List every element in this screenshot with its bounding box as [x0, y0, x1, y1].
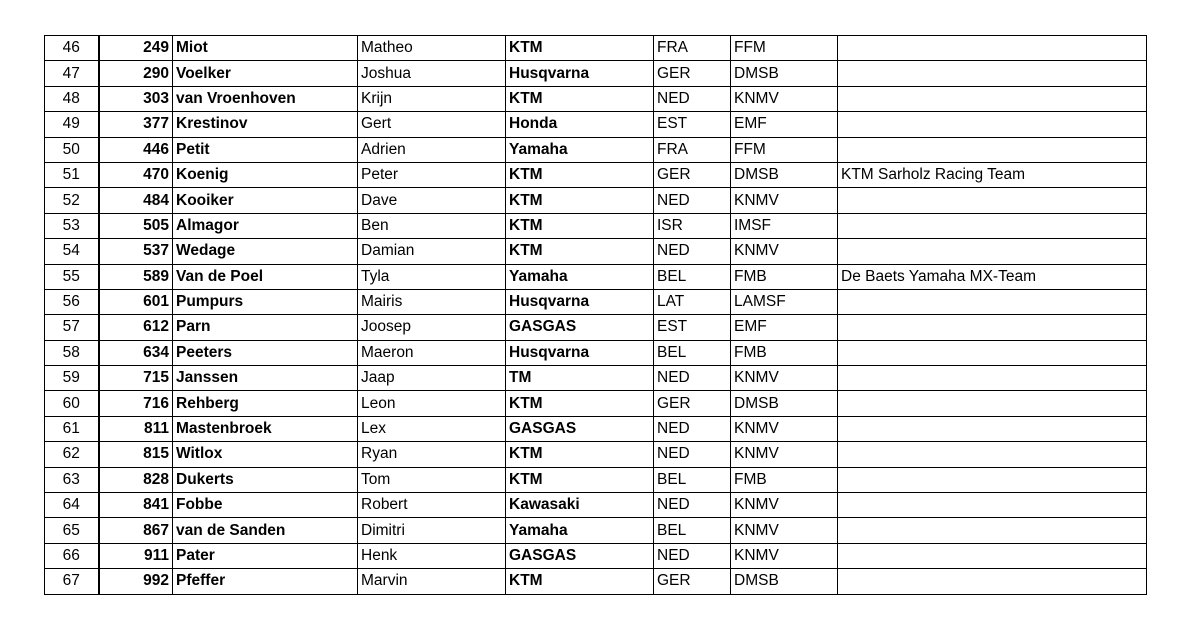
rider-last-name-cell[interactable]: Voelker [173, 61, 358, 86]
federation-cell[interactable]: FMB [731, 340, 838, 365]
table-row [45, 36, 1147, 61]
rider-list-table [44, 35, 1147, 595]
rider-first-name-cell[interactable]: Matheo [358, 36, 506, 61]
nationality-cell[interactable]: BEL [654, 340, 731, 365]
table-row [45, 543, 1147, 568]
bike-brand-cell[interactable]: TM [506, 366, 654, 391]
table-row [45, 162, 1147, 187]
team-name-cell[interactable] [838, 289, 1147, 314]
nationality-cell[interactable]: NED [654, 86, 731, 111]
table-row [45, 188, 1147, 213]
row-position-cell[interactable]: 67 [45, 569, 99, 594]
nationality-cell[interactable]: FRA [654, 36, 731, 61]
team-name-cell[interactable] [838, 239, 1147, 264]
rider-first-name-cell[interactable]: Maeron [358, 340, 506, 365]
table-row [45, 86, 1147, 111]
federation-cell[interactable]: KNMV [731, 188, 838, 213]
bike-brand-cell[interactable]: GASGAS [506, 416, 654, 441]
row-position-cell[interactable]: 66 [45, 543, 99, 568]
table-row [45, 112, 1147, 137]
bike-brand-cell[interactable]: KTM [506, 391, 654, 416]
federation-cell[interactable]: KNMV [731, 543, 838, 568]
row-position-cell[interactable]: 47 [45, 61, 99, 86]
row-position-cell[interactable]: 48 [45, 86, 99, 111]
rider-first-name-cell[interactable]: Peter [358, 162, 506, 187]
nationality-cell[interactable]: GER [654, 61, 731, 86]
bike-brand-cell[interactable]: Husqvarna [506, 289, 654, 314]
federation-cell[interactable]: KNMV [731, 442, 838, 467]
rider-first-name-cell[interactable]: Tyla [358, 264, 506, 289]
team-name-cell[interactable] [838, 493, 1147, 518]
team-name-cell[interactable] [838, 543, 1147, 568]
rider-last-name-cell[interactable]: Dukerts [173, 467, 358, 492]
federation-cell[interactable]: DMSB [731, 391, 838, 416]
rider-last-name-cell[interactable]: van de Sanden [173, 518, 358, 543]
row-position-cell[interactable]: 54 [45, 239, 99, 264]
rider-number-cell[interactable]: 505 [99, 213, 173, 238]
rider-first-name-cell[interactable]: Joosep [358, 315, 506, 340]
federation-cell[interactable]: EMF [731, 112, 838, 137]
table-row [45, 137, 1147, 162]
table-row [45, 569, 1147, 594]
federation-cell[interactable]: KNMV [731, 366, 838, 391]
team-name-cell[interactable] [838, 569, 1147, 594]
nationality-cell[interactable]: LAT [654, 289, 731, 314]
team-name-cell[interactable] [838, 315, 1147, 340]
team-name-cell[interactable] [838, 467, 1147, 492]
rider-first-name-cell[interactable]: Leon [358, 391, 506, 416]
team-name-cell[interactable] [838, 416, 1147, 441]
rider-first-name-cell[interactable]: Henk [358, 543, 506, 568]
rider-last-name-cell[interactable]: Krestinov [173, 112, 358, 137]
rider-last-name-cell[interactable]: Van de Poel [173, 264, 358, 289]
row-position-cell[interactable]: 58 [45, 340, 99, 365]
federation-cell[interactable]: IMSF [731, 213, 838, 238]
rider-first-name-cell[interactable]: Jaap [358, 366, 506, 391]
rider-number-cell[interactable]: 828 [99, 467, 173, 492]
table-row [45, 61, 1147, 86]
nationality-cell[interactable]: BEL [654, 264, 731, 289]
bike-brand-cell[interactable]: KTM [506, 188, 654, 213]
team-name-cell[interactable]: De Baets Yamaha MX-Team [838, 264, 1147, 289]
team-name-cell[interactable] [838, 442, 1147, 467]
row-position-cell[interactable]: 50 [45, 137, 99, 162]
nationality-cell[interactable]: NED [654, 442, 731, 467]
federation-cell[interactable]: KNMV [731, 86, 838, 111]
rider-number-cell[interactable]: 249 [99, 36, 173, 61]
team-name-cell[interactable] [838, 61, 1147, 86]
table-row [45, 289, 1147, 314]
rider-number-cell[interactable]: 815 [99, 442, 173, 467]
bike-brand-cell[interactable]: Honda [506, 112, 654, 137]
rider-last-name-cell[interactable]: Almagor [173, 213, 358, 238]
rider-first-name-cell[interactable]: Mairis [358, 289, 506, 314]
rider-first-name-cell[interactable]: Damian [358, 239, 506, 264]
rider-last-name-cell[interactable]: van Vroenhoven [173, 86, 358, 111]
rider-number-cell[interactable]: 716 [99, 391, 173, 416]
team-name-cell[interactable] [838, 112, 1147, 137]
row-position-cell[interactable]: 56 [45, 289, 99, 314]
nationality-cell[interactable]: NED [654, 239, 731, 264]
rider-number-cell[interactable]: 634 [99, 340, 173, 365]
rider-number-cell[interactable]: 377 [99, 112, 173, 137]
federation-cell[interactable]: DMSB [731, 61, 838, 86]
row-position-cell[interactable]: 65 [45, 518, 99, 543]
bike-brand-cell[interactable]: GASGAS [506, 543, 654, 568]
team-name-cell[interactable] [838, 137, 1147, 162]
nationality-cell[interactable]: BEL [654, 467, 731, 492]
table-row [45, 416, 1147, 441]
rider-first-name-cell[interactable]: Joshua [358, 61, 506, 86]
federation-cell[interactable]: KNMV [731, 518, 838, 543]
federation-cell[interactable]: KNMV [731, 416, 838, 441]
rider-first-name-cell[interactable]: Dave [358, 188, 506, 213]
rider-last-name-cell[interactable]: Pater [173, 543, 358, 568]
bike-brand-cell[interactable]: Husqvarna [506, 61, 654, 86]
nationality-cell[interactable]: GER [654, 569, 731, 594]
table-row [45, 518, 1147, 543]
rider-number-cell[interactable]: 290 [99, 61, 173, 86]
federation-cell[interactable]: FMB [731, 467, 838, 492]
bike-brand-cell[interactable]: Yamaha [506, 264, 654, 289]
row-position-cell[interactable]: 64 [45, 493, 99, 518]
bike-brand-cell[interactable]: Yamaha [506, 518, 654, 543]
rider-first-name-cell[interactable]: Gert [358, 112, 506, 137]
federation-cell[interactable]: DMSB [731, 162, 838, 187]
rider-last-name-cell[interactable]: Pfeffer [173, 569, 358, 594]
rider-last-name-cell[interactable]: Petit [173, 137, 358, 162]
rider-number-cell[interactable]: 911 [99, 543, 173, 568]
table-row [45, 493, 1147, 518]
federation-cell[interactable]: EMF [731, 315, 838, 340]
team-name-cell[interactable] [838, 36, 1147, 61]
nationality-cell[interactable]: BEL [654, 518, 731, 543]
table-row [45, 315, 1147, 340]
rider-number-cell[interactable]: 303 [99, 86, 173, 111]
bike-brand-cell[interactable]: KTM [506, 36, 654, 61]
bike-brand-cell[interactable]: KTM [506, 162, 654, 187]
nationality-cell[interactable]: NED [654, 416, 731, 441]
rider-last-name-cell[interactable]: Fobbe [173, 493, 358, 518]
bike-brand-cell[interactable]: KTM [506, 569, 654, 594]
row-position-cell[interactable]: 59 [45, 366, 99, 391]
nationality-cell[interactable]: NED [654, 493, 731, 518]
row-position-cell[interactable]: 53 [45, 213, 99, 238]
row-position-cell[interactable]: 52 [45, 188, 99, 213]
team-name-cell[interactable] [838, 86, 1147, 111]
rider-first-name-cell[interactable]: Robert [358, 493, 506, 518]
federation-cell[interactable]: KNMV [731, 239, 838, 264]
rider-number-cell[interactable]: 811 [99, 416, 173, 441]
rider-last-name-cell[interactable]: Kooiker [173, 188, 358, 213]
team-name-cell[interactable] [838, 188, 1147, 213]
rider-number-cell[interactable]: 612 [99, 315, 173, 340]
rider-last-name-cell[interactable]: Parn [173, 315, 358, 340]
bike-brand-cell[interactable]: Husqvarna [506, 340, 654, 365]
nationality-cell[interactable]: FRA [654, 137, 731, 162]
table-row [45, 391, 1147, 416]
table-row [45, 239, 1147, 264]
nationality-cell[interactable]: GER [654, 391, 731, 416]
row-position-cell[interactable]: 51 [45, 162, 99, 187]
table-row [45, 467, 1147, 492]
bike-brand-cell[interactable]: KTM [506, 239, 654, 264]
nationality-cell[interactable]: NED [654, 366, 731, 391]
bike-brand-cell[interactable]: KTM [506, 442, 654, 467]
nationality-cell[interactable]: GER [654, 162, 731, 187]
rider-number-cell[interactable]: 537 [99, 239, 173, 264]
rider-number-cell[interactable]: 867 [99, 518, 173, 543]
row-position-cell[interactable]: 61 [45, 416, 99, 441]
table-row [45, 213, 1147, 238]
table-row [45, 340, 1147, 365]
team-name-cell[interactable] [838, 213, 1147, 238]
federation-cell[interactable]: DMSB [731, 569, 838, 594]
federation-cell[interactable]: FFM [731, 36, 838, 61]
rider-first-name-cell[interactable]: Dimitri [358, 518, 506, 543]
nationality-cell[interactable]: NED [654, 188, 731, 213]
row-position-cell[interactable]: 46 [45, 36, 99, 61]
rider-number-cell[interactable]: 992 [99, 569, 173, 594]
rider-number-cell[interactable]: 446 [99, 137, 173, 162]
nationality-cell[interactable]: NED [654, 543, 731, 568]
row-position-cell[interactable]: 62 [45, 442, 99, 467]
team-name-cell[interactable] [838, 391, 1147, 416]
row-position-cell[interactable]: 57 [45, 315, 99, 340]
rider-number-cell[interactable]: 841 [99, 493, 173, 518]
rider-last-name-cell[interactable]: Rehberg [173, 391, 358, 416]
bike-brand-cell[interactable]: KTM [506, 213, 654, 238]
row-position-cell[interactable]: 55 [45, 264, 99, 289]
rider-last-name-cell[interactable]: Miot [173, 36, 358, 61]
table-row [45, 366, 1147, 391]
bike-brand-cell[interactable]: Yamaha [506, 137, 654, 162]
team-name-cell[interactable] [838, 518, 1147, 543]
rider-number-cell[interactable]: 470 [99, 162, 173, 187]
rider-number-cell[interactable]: 484 [99, 188, 173, 213]
nationality-cell[interactable]: EST [654, 315, 731, 340]
rider-first-name-cell[interactable]: Adrien [358, 137, 506, 162]
rider-number-cell[interactable]: 715 [99, 366, 173, 391]
rider-last-name-cell[interactable]: Wedage [173, 239, 358, 264]
table-row [45, 264, 1147, 289]
rider-last-name-cell[interactable]: Peeters [173, 340, 358, 365]
bike-brand-cell[interactable]: Kawasaki [506, 493, 654, 518]
rider-first-name-cell[interactable]: Lex [358, 416, 506, 441]
rider-number-cell[interactable]: 589 [99, 264, 173, 289]
row-position-cell[interactable]: 49 [45, 112, 99, 137]
rider-number-cell[interactable]: 601 [99, 289, 173, 314]
team-name-cell[interactable]: KTM Sarholz Racing Team [838, 162, 1147, 187]
rider-last-name-cell[interactable]: Janssen [173, 366, 358, 391]
rider-first-name-cell[interactable]: Marvin [358, 569, 506, 594]
rider-last-name-cell[interactable]: Pumpurs [173, 289, 358, 314]
rider-last-name-cell[interactable]: Witlox [173, 442, 358, 467]
bike-brand-cell[interactable]: KTM [506, 86, 654, 111]
federation-cell[interactable]: FMB [731, 264, 838, 289]
rider-first-name-cell[interactable]: Tom [358, 467, 506, 492]
rider-first-name-cell[interactable]: Ben [358, 213, 506, 238]
nationality-cell[interactable]: EST [654, 112, 731, 137]
federation-cell[interactable]: KNMV [731, 493, 838, 518]
team-name-cell[interactable] [838, 366, 1147, 391]
row-position-cell[interactable]: 60 [45, 391, 99, 416]
bike-brand-cell[interactable]: KTM [506, 467, 654, 492]
table-row [45, 442, 1147, 467]
bike-brand-cell[interactable]: GASGAS [506, 315, 654, 340]
nationality-cell[interactable]: ISR [654, 213, 731, 238]
federation-cell[interactable]: LAMSF [731, 289, 838, 314]
federation-cell[interactable]: FFM [731, 137, 838, 162]
rider-last-name-cell[interactable]: Mastenbroek [173, 416, 358, 441]
row-position-cell[interactable]: 63 [45, 467, 99, 492]
rider-first-name-cell[interactable]: Krijn [358, 86, 506, 111]
rider-first-name-cell[interactable]: Ryan [358, 442, 506, 467]
team-name-cell[interactable] [838, 340, 1147, 365]
rider-last-name-cell[interactable]: Koenig [173, 162, 358, 187]
